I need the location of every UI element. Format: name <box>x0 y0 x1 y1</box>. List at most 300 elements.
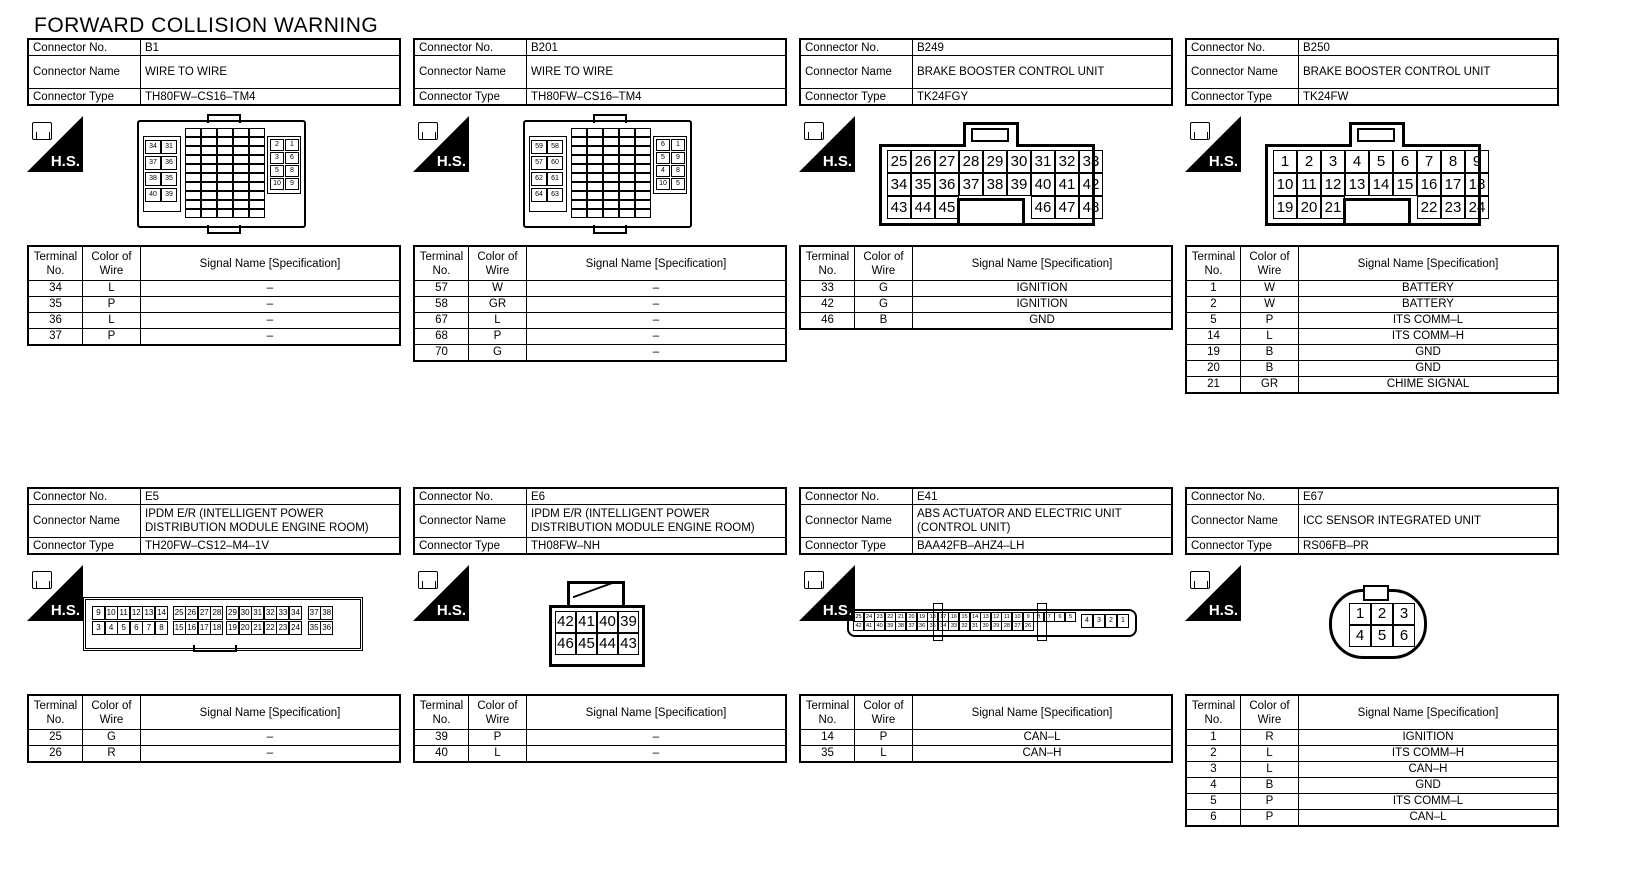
pin-cell <box>233 182 249 191</box>
pin-cell: 31 <box>251 606 264 620</box>
pin-cell: 12 <box>991 612 1002 622</box>
pin-cell: 6 <box>1393 150 1417 173</box>
pin-cell: 1 <box>1273 150 1297 173</box>
pin-cell <box>217 173 233 182</box>
pin-cell <box>619 209 635 218</box>
pin-cell: 7 <box>1044 612 1055 622</box>
connector-no-value: E67 <box>1299 488 1559 505</box>
pin-cell: 39 <box>885 621 896 631</box>
pin-cell: 35 <box>308 621 321 635</box>
pin-cell: 45 <box>935 196 959 219</box>
table-cell: P <box>855 730 913 746</box>
table-cell: ITS COMM–H <box>1299 329 1559 345</box>
pin-cell <box>249 164 265 173</box>
pin-cell <box>619 137 635 146</box>
pin-cell: 46 <box>555 633 576 655</box>
table-cell: IGNITION <box>1299 730 1559 746</box>
connector-type-value: TH08FW–NH <box>527 538 787 555</box>
pin-cell: 27 <box>935 150 959 173</box>
pin-cell: 27 <box>1012 621 1023 631</box>
table-row <box>800 730 1172 746</box>
col-color: Color of Wire <box>469 246 527 281</box>
pin-cell <box>571 155 587 164</box>
pin-cell: 30 <box>980 621 991 631</box>
connector-type-value: TH80FW–CS16–TM4 <box>141 89 401 106</box>
col-signal: Signal Name [Specification] <box>527 695 787 730</box>
table-cell: 19 <box>1186 345 1241 361</box>
pin-cell <box>571 182 587 191</box>
pin-cell <box>603 191 619 200</box>
pin-cell: 35 <box>161 172 177 186</box>
header-label: Connector Type <box>800 89 913 106</box>
table-cell: 36 <box>28 313 83 329</box>
pin-cell: 10 <box>1012 612 1023 622</box>
pin-cell: 3 <box>1393 603 1415 625</box>
pin-cell <box>587 209 603 218</box>
connector-no-value: B1 <box>141 39 401 56</box>
pin-cell: 37 <box>906 621 917 631</box>
connector-face <box>1265 122 1486 224</box>
pin-cell: 1 <box>285 139 299 151</box>
table-row <box>28 313 400 329</box>
pin-cell: 37 <box>145 156 161 170</box>
table-cell: 46 <box>800 313 855 330</box>
pin-cell <box>571 209 587 218</box>
col-signal: Signal Name [Specification] <box>913 246 1173 281</box>
pin-cell: 63 <box>547 188 563 202</box>
pin-cell: 10 <box>656 178 670 190</box>
table-row <box>414 345 786 362</box>
table-row <box>1186 281 1558 297</box>
pin-cell: 3 <box>270 152 284 164</box>
pin-cell: 30 <box>1007 150 1031 173</box>
pin-cell <box>571 128 587 137</box>
header-label: Connector Type <box>414 538 527 555</box>
pin-cell: 20 <box>1297 196 1321 219</box>
col-terminal: Terminal No. <box>1186 246 1241 281</box>
pin-cell: 61 <box>547 172 563 186</box>
pin-cell <box>201 146 217 155</box>
table-row <box>1186 794 1558 810</box>
pin-cell: 32 <box>959 621 970 631</box>
pin-cell <box>619 182 635 191</box>
pin-cell: 5 <box>1065 612 1076 622</box>
connector-face <box>137 120 306 228</box>
table-row <box>1186 297 1558 313</box>
table-cell: 58 <box>414 297 469 313</box>
table-cell: 2 <box>1186 746 1241 762</box>
pin-cell: 62 <box>531 172 547 186</box>
table-row <box>1186 810 1558 827</box>
header-label: Connector No. <box>414 39 527 56</box>
pin-cell: 11 <box>1001 612 1012 622</box>
table-row <box>800 281 1172 297</box>
table-cell: 2 <box>1186 297 1241 313</box>
pin-cell: 5 <box>270 165 284 177</box>
pin-cell: 11 <box>117 606 130 620</box>
pin-cell: 24 <box>289 621 302 635</box>
pin-cell: 5 <box>671 178 685 190</box>
table-cell: B <box>855 313 913 330</box>
connector-block-b250 <box>1185 38 1559 394</box>
pin-cell <box>233 191 249 200</box>
pin-cell: 2 <box>1105 614 1117 628</box>
table-cell: – <box>141 313 401 329</box>
pin-cell: 22 <box>264 621 277 635</box>
hs-label: H.S. <box>822 153 852 170</box>
connector-block-e5 <box>27 487 401 763</box>
table-row <box>1186 313 1558 329</box>
table-cell: CHIME SIGNAL <box>1299 377 1559 394</box>
pin-cell: 31 <box>1031 150 1055 173</box>
pin-cell: 7 <box>1417 150 1441 173</box>
pin-cell: 25 <box>887 150 911 173</box>
header-label: Connector Name <box>414 505 527 538</box>
table-cell: P <box>83 329 141 346</box>
pin-cell <box>217 209 233 218</box>
table-cell: L <box>83 281 141 297</box>
table-cell: 37 <box>28 329 83 346</box>
table-cell: 21 <box>1186 377 1241 394</box>
header-label: Connector Name <box>28 505 141 538</box>
terminal-table <box>799 694 1173 763</box>
pin-cell: 23 <box>874 612 885 622</box>
pin-cell: 12 <box>130 606 143 620</box>
pin-cell: 3 <box>1093 614 1105 628</box>
table-cell: – <box>527 746 787 763</box>
pin-cell: 25 <box>173 606 186 620</box>
table-cell: GND <box>913 313 1173 330</box>
pin-cell: 40 <box>874 621 885 631</box>
table-cell: L <box>1241 329 1299 345</box>
pin-cell: 16 <box>185 621 198 635</box>
pin-cell <box>185 137 201 146</box>
pin-cell <box>233 173 249 182</box>
pin-cell: 23 <box>276 621 289 635</box>
pin-cell: 21 <box>895 612 906 622</box>
pin-cell: 60 <box>547 156 563 170</box>
pin-cell <box>635 164 651 173</box>
pin-cell: 19 <box>226 621 239 635</box>
pin-cell: 39 <box>161 188 177 202</box>
col-terminal: Terminal No. <box>800 246 855 281</box>
pin-cell <box>587 182 603 191</box>
pin-cell <box>249 173 265 182</box>
pin-cell: 11 <box>1297 173 1321 196</box>
connector-name-value: BRAKE BOOSTER CONTROL UNIT <box>913 56 1173 89</box>
table-cell: – <box>527 297 787 313</box>
connector-type-value: TK24FW <box>1299 89 1559 106</box>
col-color: Color of Wire <box>83 695 141 730</box>
pin-cell: 34 <box>938 621 949 631</box>
table-cell: IGNITION <box>913 297 1173 313</box>
terminal-table <box>799 245 1173 330</box>
pin-cell: 40 <box>145 188 161 202</box>
hs-label: H.S. <box>436 602 466 619</box>
table-cell: L <box>469 313 527 329</box>
pin-cell: 2 <box>1371 603 1393 625</box>
pin-cell: 31 <box>970 621 981 631</box>
pin-cell <box>185 209 201 218</box>
table-cell: L <box>855 746 913 763</box>
table-cell: – <box>141 746 401 763</box>
table-cell: 4 <box>1186 778 1241 794</box>
pin-cell: 17 <box>1441 173 1465 196</box>
pin-cell: 39 <box>1007 173 1031 196</box>
pin-cell: 45 <box>576 633 597 655</box>
header-label: Connector No. <box>1186 39 1299 56</box>
connector-no-value: B249 <box>913 39 1173 56</box>
pin-cell: 25 <box>853 612 864 622</box>
pin-cell: 37 <box>959 173 983 196</box>
table-cell: W <box>1241 297 1299 313</box>
pin-cell: 42 <box>853 621 864 631</box>
table-cell: B <box>1241 361 1299 377</box>
pin-cell <box>217 155 233 164</box>
pin-cell <box>185 164 201 173</box>
table-cell: G <box>855 281 913 297</box>
connector-name-value: BRAKE BOOSTER CONTROL UNIT <box>1299 56 1559 89</box>
table-cell: ITS COMM–H <box>1299 746 1559 762</box>
col-signal: Signal Name [Specification] <box>141 246 401 281</box>
table-cell: – <box>141 329 401 346</box>
pin-cell: 28 <box>210 606 223 620</box>
pin-cell: 9 <box>285 178 299 190</box>
pin-cell: 13 <box>1345 173 1369 196</box>
col-terminal: Terminal No. <box>28 695 83 730</box>
terminal-table <box>27 694 401 763</box>
connector-block-e67 <box>1185 487 1559 827</box>
pin-cell <box>571 173 587 182</box>
table-cell: CAN–L <box>1299 810 1559 827</box>
connector-icon <box>1190 571 1210 589</box>
pin-cell <box>201 191 217 200</box>
pin-cell: 33 <box>948 621 959 631</box>
table-cell: – <box>141 281 401 297</box>
pin-cell <box>249 191 265 200</box>
pin-cell: 15 <box>959 612 970 622</box>
table-cell: GR <box>469 297 527 313</box>
table-cell: 57 <box>414 281 469 297</box>
pin-cell: 58 <box>547 140 563 154</box>
pin-cell: 5 <box>1371 625 1393 647</box>
header-label: Connector Name <box>28 56 141 89</box>
pin-cell <box>571 137 587 146</box>
table-row <box>800 746 1172 763</box>
connector-diagram <box>799 555 1173 694</box>
pin-cell <box>249 200 265 209</box>
pin-cell: 3 <box>92 621 105 635</box>
pin-cell <box>217 191 233 200</box>
connector-block-b201 <box>413 38 787 362</box>
pin-cell <box>201 137 217 146</box>
col-signal: Signal Name [Specification] <box>527 246 787 281</box>
connector-diagram <box>1185 555 1559 694</box>
pin-cell: 29 <box>991 621 1002 631</box>
pin-cell: 2 <box>1297 150 1321 173</box>
pin-cell: 1 <box>1117 614 1129 628</box>
connector-name-value: WIRE TO WIRE <box>141 56 401 89</box>
table-cell: W <box>1241 281 1299 297</box>
pin-cell: 34 <box>887 173 911 196</box>
connector-face <box>879 122 1100 224</box>
pin-cell: 19 <box>1273 196 1297 219</box>
pin-cell: 17 <box>198 621 211 635</box>
pin-cell: 8 <box>1441 150 1465 173</box>
col-color: Color of Wire <box>855 246 913 281</box>
pin-cell: 57 <box>531 156 547 170</box>
connector-header-table <box>27 487 401 555</box>
pin-cell: 26 <box>911 150 935 173</box>
pin-cell: 24 <box>1465 196 1489 219</box>
connector-icon <box>418 122 438 140</box>
table-cell: CAN–H <box>913 746 1173 763</box>
col-color: Color of Wire <box>469 695 527 730</box>
terminal-table <box>1185 694 1559 827</box>
pin-cell <box>233 209 249 218</box>
table-cell: B <box>1241 345 1299 361</box>
pin-cell: 10 <box>270 178 284 190</box>
pin-cell <box>201 173 217 182</box>
pin-cell: 35 <box>927 621 938 631</box>
table-cell: – <box>141 730 401 746</box>
table-row <box>414 281 786 297</box>
connector-type-value: TH80FW–CS16–TM4 <box>527 89 787 106</box>
table-cell: 67 <box>414 313 469 329</box>
pin-cell <box>587 173 603 182</box>
header-label: Connector No. <box>1186 488 1299 505</box>
pin-cell: 38 <box>983 173 1007 196</box>
connector-type-value: BAA42FB–AHZ4–LH <box>913 538 1173 555</box>
pin-cell <box>619 200 635 209</box>
pin-cell: 5 <box>1369 150 1393 173</box>
pin-cell: 59 <box>531 140 547 154</box>
pin-cell <box>603 155 619 164</box>
pin-cell <box>587 155 603 164</box>
pin-cell: 15 <box>173 621 186 635</box>
hs-label: H.S. <box>822 602 852 619</box>
header-label: Connector Type <box>1186 538 1299 555</box>
pin-cell: 14 <box>970 612 981 622</box>
pin-cell: 33 <box>276 606 289 620</box>
table-cell: GND <box>1299 361 1559 377</box>
pin-cell: 32 <box>1055 150 1079 173</box>
header-label: Connector Type <box>414 89 527 106</box>
pin-cell: 4 <box>1345 150 1369 173</box>
pin-cell: 26 <box>1023 621 1034 631</box>
header-label: Connector Name <box>1186 505 1299 538</box>
pin-cell: 38 <box>895 621 906 631</box>
connector-block-b249 <box>799 38 1173 330</box>
pin-cell: 41 <box>576 611 597 633</box>
connector-icon <box>804 122 824 140</box>
table-cell: 35 <box>800 746 855 763</box>
pin-cell: 17 <box>938 612 949 622</box>
pin-cell: 44 <box>911 196 935 219</box>
table-row <box>1186 746 1558 762</box>
pin-cell: 33 <box>1079 150 1103 173</box>
pin-cell <box>603 128 619 137</box>
pin-cell: 16 <box>948 612 959 622</box>
table-cell: 70 <box>414 345 469 362</box>
col-signal: Signal Name [Specification] <box>913 695 1173 730</box>
harness-side-icon <box>799 116 855 172</box>
header-label: Connector Type <box>800 538 913 555</box>
connector-icon <box>418 571 438 589</box>
pin-cell: 13 <box>980 612 991 622</box>
pin-cell <box>233 164 249 173</box>
connector-header-table <box>1185 38 1559 106</box>
pin-cell <box>249 155 265 164</box>
pin-cell <box>201 128 217 137</box>
pin-cell <box>217 164 233 173</box>
terminal-table <box>413 245 787 362</box>
connector-type-value: RS06FB–PR <box>1299 538 1559 555</box>
table-cell: – <box>527 329 787 345</box>
table-cell: ITS COMM–L <box>1299 794 1559 810</box>
table-cell: 39 <box>414 730 469 746</box>
header-label: Connector Type <box>28 538 141 555</box>
header-label: Connector Name <box>800 56 913 89</box>
table-cell: L <box>469 746 527 763</box>
pin-cell: 43 <box>618 633 639 655</box>
connector-icon <box>804 571 824 589</box>
harness-side-icon <box>1185 565 1241 621</box>
table-row <box>800 297 1172 313</box>
table-cell: – <box>527 730 787 746</box>
header-label: Connector Type <box>28 89 141 106</box>
pin-cell: 6 <box>656 139 670 151</box>
pin-cell: 48 <box>1079 196 1103 219</box>
connector-no-value: B201 <box>527 39 787 56</box>
pin-cell <box>201 209 217 218</box>
pin-cell: 18 <box>210 621 223 635</box>
pin-cell <box>619 191 635 200</box>
pin-cell <box>233 155 249 164</box>
table-row <box>1186 762 1558 778</box>
pin-cell <box>185 182 201 191</box>
col-terminal: Terminal No. <box>414 695 469 730</box>
table-cell: P <box>1241 794 1299 810</box>
pin-cell: 40 <box>597 611 618 633</box>
connector-no-value: B250 <box>1299 39 1559 56</box>
table-cell: – <box>527 281 787 297</box>
pin-cell: 19 <box>917 612 928 622</box>
connector-face <box>847 609 1139 643</box>
pin-cell: 9 <box>1023 612 1034 622</box>
table-cell: BATTERY <box>1299 297 1559 313</box>
table-cell: G <box>469 345 527 362</box>
pin-cell: 13 <box>142 606 155 620</box>
pin-cell: 37 <box>308 606 321 620</box>
table-cell: 25 <box>28 730 83 746</box>
pin-cell: 10 <box>105 606 118 620</box>
table-row <box>1186 329 1558 345</box>
pin-cell <box>619 173 635 182</box>
pin-cell: 4 <box>656 165 670 177</box>
table-cell: CAN–H <box>1299 762 1559 778</box>
pin-cell <box>249 182 265 191</box>
pin-cell <box>233 146 249 155</box>
pin-cell: 28 <box>1001 621 1012 631</box>
pin-cell <box>217 146 233 155</box>
pin-cell <box>635 146 651 155</box>
connector-diagram <box>27 555 401 694</box>
connector-face <box>83 597 361 651</box>
connector-block-e6 <box>413 487 787 763</box>
pin-cell <box>603 182 619 191</box>
pin-cell <box>233 128 249 137</box>
